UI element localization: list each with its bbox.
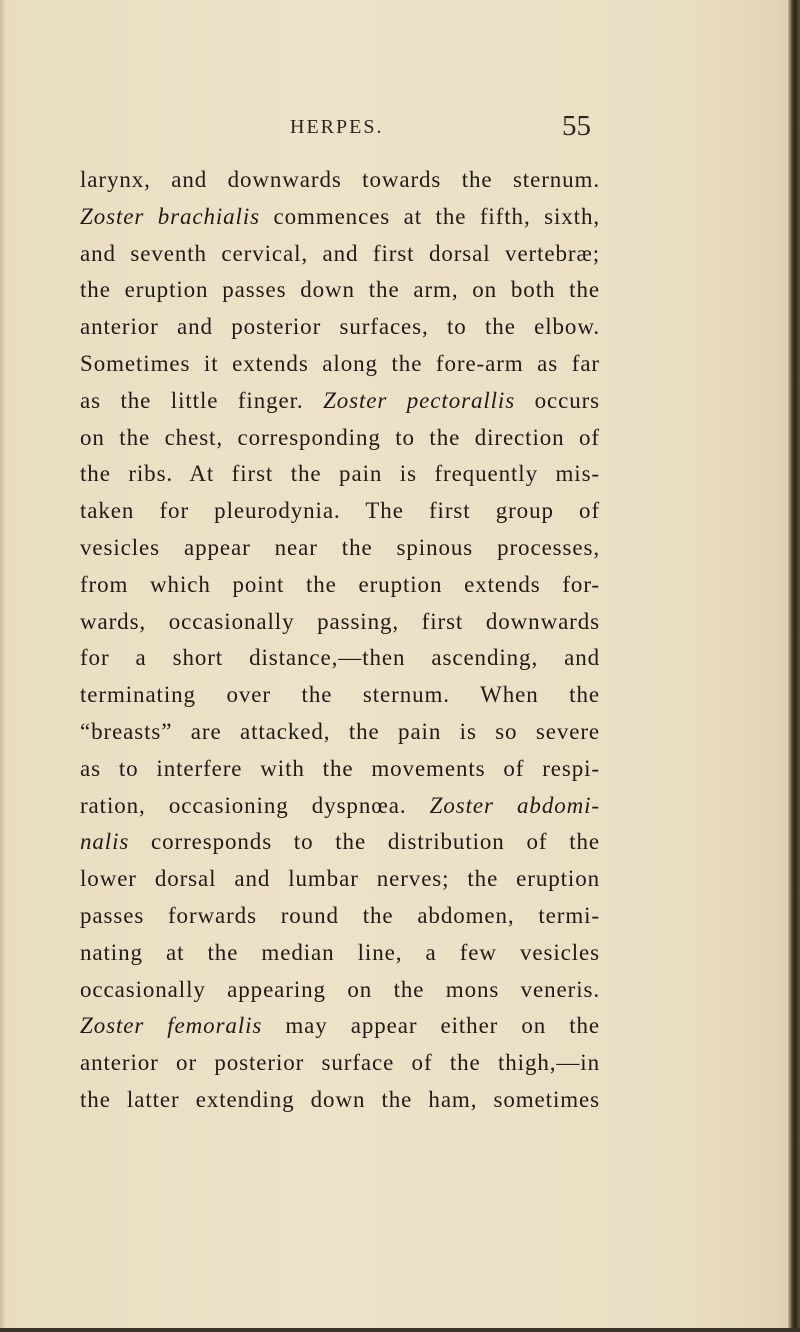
text-line: on the chest, corresponding to the direction of bbox=[80, 424, 600, 450]
page-number: 55 bbox=[562, 110, 591, 142]
text-line: ration, occasioning dyspnœa. Zoster abdomi- bbox=[80, 792, 600, 818]
text-line: the ribs. At first the pain is frequently mis- bbox=[80, 461, 600, 487]
text-line: terminating over the sternum. When the bbox=[80, 682, 600, 708]
text-line: anterior or posterior surface of the thigh,—in bbox=[80, 1050, 600, 1076]
text-line: larynx, and downwards towards the sternum. bbox=[80, 167, 600, 192]
text-line: vesicles appear near the spinous processes, bbox=[80, 534, 600, 560]
italic-term: Zoster pectorallis bbox=[323, 387, 516, 413]
text-line: wards, occasionally passing, first downwards bbox=[80, 608, 600, 634]
text-line: passes forwards round the abdomen, termi- bbox=[80, 902, 600, 928]
italic-term: Zoster femoralis bbox=[80, 1013, 263, 1039]
text-line: “breasts” are attacked, the pain is so severe bbox=[80, 718, 600, 744]
page-header bbox=[0, 110, 800, 146]
body-text bbox=[80, 162, 600, 1119]
text-line: for a short distance,—then ascending, and bbox=[80, 645, 600, 671]
text-line: Zoster brachialis commences at the fifth, sixth, bbox=[80, 203, 600, 229]
text-line: the latter extending down the ham, sometimes bbox=[80, 1086, 600, 1112]
text-line: anterior and posterior surfaces, to the elbow. bbox=[80, 314, 600, 340]
text-line: as the little finger. Zoster pectorallis occurs bbox=[80, 387, 601, 413]
page-edge bbox=[788, 0, 800, 1332]
italic-term: nalis bbox=[80, 829, 130, 855]
text-line: nating at the median line, a few vesicles bbox=[80, 939, 600, 965]
text-line: the eruption passes down the arm, on both the bbox=[80, 277, 600, 303]
page-gutter-shadow bbox=[0, 0, 6, 1332]
text-line: taken for pleurodynia. The first group of bbox=[80, 498, 600, 524]
text-line: Zoster femoralis may appear either on the bbox=[80, 1013, 600, 1039]
text-line: Sometimes it extends along the fore-arm as far bbox=[80, 350, 600, 376]
text-line: nalis corresponds to the distribution of the bbox=[80, 829, 600, 855]
text-line: and seventh cervical, and first dorsal vertebræ; bbox=[80, 240, 600, 266]
text-line: occasionally appearing on the mons veneris. bbox=[80, 976, 600, 1002]
running-head: HERPES. bbox=[290, 116, 384, 138]
text-line: as to interfere with the movements of respi- bbox=[80, 755, 600, 781]
italic-term: Zoster abdomi- bbox=[429, 792, 600, 818]
text-line: lower dorsal and lumbar nerves; the eruption bbox=[80, 866, 600, 892]
italic-term: Zoster brachialis bbox=[80, 203, 260, 229]
text-line: from which point the eruption extends for- bbox=[80, 571, 600, 597]
page-bottom-edge bbox=[0, 1328, 800, 1332]
